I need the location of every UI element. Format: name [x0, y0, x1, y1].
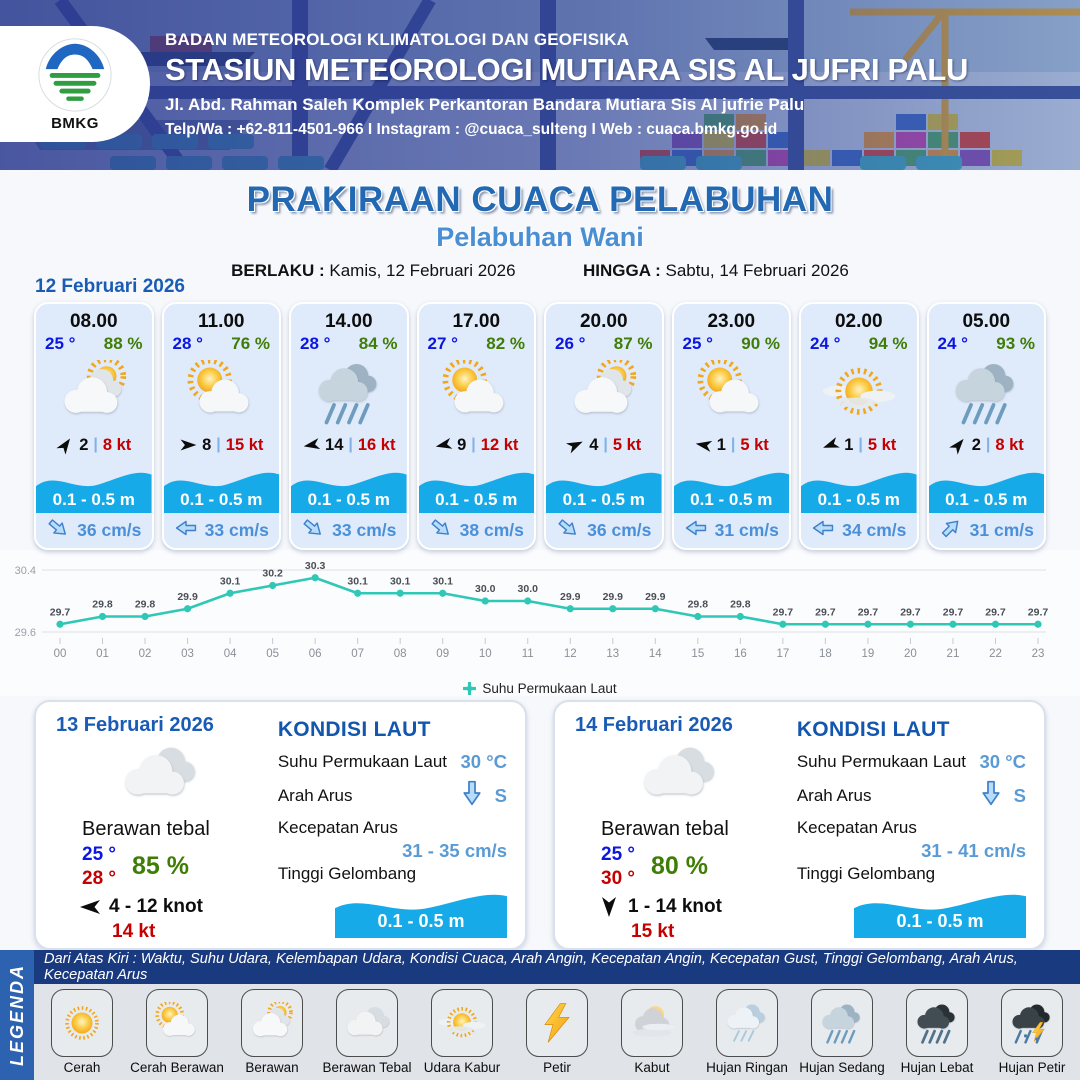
- current-direction-icon: [46, 519, 70, 542]
- gust-value: 5 kt: [867, 435, 897, 454]
- gust-value: 8 kt: [995, 435, 1024, 454]
- temperature-value: 27 °: [427, 334, 458, 353]
- daily-temp-min: 25 °: [601, 844, 636, 865]
- legend-icon-cerah: [51, 989, 113, 1057]
- sea-conditions-title: KONDISI LAUT: [277, 718, 431, 741]
- humidity-value: 87 %: [613, 334, 653, 353]
- legend-marker-icon: [463, 682, 476, 695]
- legend-item-label: Berawan: [245, 1060, 299, 1075]
- legend-icon-hujan-ringan: [716, 989, 778, 1057]
- wave-height-band: [929, 463, 1045, 513]
- svg-text:29.8: 29.8: [134, 598, 156, 611]
- daily-wind-range: 1 - 14 knot: [628, 895, 722, 917]
- forecast-time: 17.00: [452, 311, 501, 332]
- legend-section: [0, 950, 1080, 1080]
- legend-icon-udara-kabur: [431, 989, 493, 1057]
- wind-direction-icon: [949, 437, 968, 453]
- daily-humidity: 85 %: [132, 852, 189, 881]
- svg-text:00: 00: [53, 648, 67, 660]
- svg-text:29.7: 29.7: [942, 606, 964, 619]
- current-row: [801, 513, 917, 548]
- legend-item: [700, 989, 794, 1075]
- gust-separator: |: [603, 436, 608, 454]
- wind-row: [36, 432, 152, 459]
- current-speed-value: 38 cm/s: [459, 520, 524, 541]
- forecast-card: [927, 302, 1047, 550]
- current-direction-icon: [429, 519, 453, 542]
- wave-height-value: 0.1 - 0.5 m: [945, 490, 1028, 510]
- sst-chart-svg: [0, 552, 1080, 672]
- wind-direction-icon: [694, 437, 713, 453]
- wind-row: [164, 432, 280, 459]
- gust-separator: |: [985, 436, 991, 454]
- legend-item: [510, 989, 604, 1075]
- svg-text:29.7: 29.7: [815, 606, 836, 619]
- weather-icon: [36, 354, 152, 432]
- current-row: [546, 513, 662, 548]
- svg-text:29.7: 29.7: [772, 606, 794, 619]
- current-direction-icon: [811, 519, 835, 542]
- svg-text:29.7: 29.7: [857, 606, 879, 619]
- current-direction-icon: [684, 519, 708, 542]
- current-speed-label: Kecepatan Arus: [277, 818, 398, 837]
- forecast-time: 20.00: [579, 311, 628, 332]
- forecast-card: [289, 302, 409, 550]
- daily-temp-max: 28 °: [82, 867, 117, 889]
- daily-gust: 15 kt: [631, 920, 675, 942]
- humidity-value: 90 %: [741, 334, 780, 353]
- svg-text:02: 02: [138, 648, 152, 660]
- current-row: [674, 513, 790, 548]
- legend-item: [890, 989, 984, 1075]
- station-contact: Telp/Wa : +62-811-4501-966 I Instagram : @cuaca_sulteng I Web : cuaca.bmkg.go.id: [165, 121, 778, 138]
- wind-speed-value: 9: [457, 435, 467, 454]
- wind-speed-value: 2: [971, 435, 981, 454]
- current-direction-value: S: [1013, 784, 1026, 806]
- svg-text:09: 09: [436, 648, 450, 660]
- legend-item-label: Berawan Tebal: [322, 1060, 412, 1075]
- legend-icon-berawan-tebal: [336, 989, 398, 1057]
- legend-strip: [0, 950, 34, 1080]
- daily-date: 13 Februari 2026: [56, 714, 214, 736]
- daily-weather-icon: [634, 739, 720, 814]
- wave-height-value: 0.1 - 0.5 m: [562, 490, 645, 510]
- current-speed-label: Kecepatan Arus: [796, 818, 917, 837]
- svg-text:29.7: 29.7: [1027, 606, 1049, 619]
- humidity-value: 94 %: [868, 334, 908, 353]
- weather-icon: [419, 354, 535, 432]
- weather-icon: [801, 354, 917, 432]
- sst-value: 30 °C: [979, 751, 1026, 772]
- header-banner: [0, 0, 1080, 170]
- bmkg-logo-icon: [36, 36, 114, 114]
- legend-item-label: Petir: [543, 1060, 571, 1075]
- svg-text:10: 10: [478, 648, 492, 660]
- wind-speed-value: 4: [589, 435, 599, 454]
- forecast-day-date: 12 Februari 2026: [35, 276, 185, 297]
- daily-temp-min: 25 °: [82, 844, 117, 865]
- title-block: [0, 170, 1080, 298]
- daily-condition: Berawan tebal: [601, 818, 729, 840]
- current-speed-value: 33 cm/s: [332, 520, 397, 541]
- current-direction-icon: [174, 519, 198, 542]
- svg-text:06: 06: [308, 648, 322, 660]
- sst-chart: [0, 552, 1080, 677]
- wind-row: [929, 432, 1045, 459]
- berlaku-value: Kamis, 12 Februari 2026: [329, 261, 516, 280]
- legend-item-label: Hujan Lebat: [900, 1060, 974, 1075]
- svg-text:29.7: 29.7: [985, 606, 1006, 619]
- forecast-card: [799, 302, 919, 550]
- current-speed-value: 31 - 35 cm/s: [402, 840, 507, 861]
- current-direction-icon: [556, 519, 580, 542]
- current-direction-label: Arah Arus: [277, 785, 353, 805]
- humidity-value: 84 %: [358, 334, 398, 353]
- temperature-value: 26 °: [555, 334, 586, 353]
- legend-icon-petir: [526, 989, 588, 1057]
- forecast-time: 23.00: [707, 311, 756, 332]
- current-speed-value: 36 cm/s: [587, 520, 652, 541]
- weather-icon: [291, 354, 407, 432]
- legend-icon-cerah-berawan: [146, 989, 208, 1057]
- daily-date: 14 Februari 2026: [575, 714, 733, 736]
- sst-value: 30 °C: [460, 751, 507, 772]
- temperature-value: 28 °: [300, 334, 331, 353]
- svg-text:15: 15: [691, 648, 705, 660]
- svg-text:29.9: 29.9: [645, 590, 666, 603]
- gust-value: 5 kt: [612, 435, 642, 454]
- legend-item: [985, 989, 1079, 1075]
- svg-text:12: 12: [563, 648, 577, 660]
- wind-direction-icon: [56, 437, 75, 453]
- forecast-time: 11.00: [198, 311, 245, 332]
- svg-text:16: 16: [733, 648, 747, 660]
- humidity-value: 88 %: [103, 334, 143, 353]
- wind-speed-value: 8: [202, 435, 212, 454]
- svg-text:30.1: 30.1: [219, 575, 241, 588]
- weather-icon: [546, 354, 662, 432]
- current-row: [419, 513, 535, 548]
- wind-direction-icon: [434, 437, 453, 453]
- wave-height-band: [291, 463, 407, 513]
- station-name: STASIUN METEOROLOGI MUTIARA SIS AL JUFRI PALU: [165, 52, 968, 87]
- gust-separator: |: [858, 436, 863, 454]
- svg-text:30.1: 30.1: [347, 575, 368, 588]
- wave-height-box: [335, 886, 507, 938]
- svg-text:30.4: 30.4: [14, 565, 36, 577]
- forecast-time: 08.00: [69, 311, 118, 332]
- svg-text:17: 17: [776, 648, 790, 660]
- wave-height-value: 0.1 - 0.5 m: [180, 490, 263, 510]
- wind-speed-value: 1: [716, 435, 726, 454]
- wave-height-label: Tinggi Gelombang: [277, 864, 417, 883]
- svg-text:29.8: 29.8: [730, 598, 751, 611]
- forecast-card: [544, 302, 664, 550]
- weather-icon: [929, 354, 1045, 432]
- gust-value: 16 kt: [357, 435, 396, 454]
- temperature-value: 25 °: [45, 334, 76, 353]
- weather-icon: [674, 354, 790, 432]
- forecast-time: 14.00: [324, 311, 373, 332]
- legend-item: [225, 989, 319, 1075]
- svg-text:01: 01: [96, 648, 109, 660]
- legend-strip-label: LEGENDA: [6, 963, 27, 1066]
- svg-text:29.8: 29.8: [92, 598, 113, 611]
- sea-conditions-title: KONDISI LAUT: [796, 718, 950, 741]
- humidity-value: 76 %: [231, 334, 270, 353]
- wind-direction-icon: [302, 437, 321, 453]
- svg-text:30.0: 30.0: [474, 583, 496, 595]
- legend-header: Dari Atas Kiri : Waktu, Suhu Udara, Kelembapan Udara, Kondisi Cuaca, Arah Angin, Kecepatan Angin, Kecepatan Gust, Tinggi Gelombang, Arah Arus, Kecepatan Arus: [34, 950, 1080, 984]
- wave-height-value: 0.1 - 0.5 m: [896, 911, 984, 931]
- current-direction-icon: [458, 782, 486, 809]
- svg-text:30.0: 30.0: [517, 583, 538, 595]
- temperature-value: 25 °: [682, 334, 713, 353]
- daily-temp-max: 30 °: [601, 867, 636, 889]
- wave-height-value: 0.1 - 0.5 m: [435, 490, 518, 510]
- wave-height-value: 0.1 - 0.5 m: [52, 490, 135, 510]
- sst-chart-section: [0, 550, 1080, 696]
- wind-direction-icon: [78, 897, 102, 917]
- wave-height-label: Tinggi Gelombang: [796, 864, 936, 883]
- temperature-value: 24 °: [937, 334, 968, 353]
- svg-text:29.8: 29.8: [687, 598, 709, 611]
- wind-row: [674, 432, 790, 459]
- sst-label: Suhu Permukaan Laut: [796, 752, 967, 771]
- svg-text:30.2: 30.2: [262, 567, 283, 580]
- current-speed-value: 33 cm/s: [204, 520, 269, 541]
- svg-text:21: 21: [946, 648, 960, 660]
- current-direction-icon: [977, 782, 1005, 809]
- chart-series-name: Suhu Permukaan Laut: [482, 680, 617, 696]
- wind-speed-value: 1: [844, 435, 854, 454]
- svg-text:30.1: 30.1: [432, 575, 453, 588]
- daily-forecast-card: [553, 700, 1046, 950]
- legend-item-label: Hujan Ringan: [706, 1060, 788, 1075]
- bmkg-logo: [0, 26, 150, 142]
- current-direction-icon: [301, 519, 325, 542]
- svg-text:29.7: 29.7: [49, 606, 71, 619]
- forecast-card: [417, 302, 537, 550]
- page-title: PRAKIRAAN CUACA PELABUHAN: [246, 180, 834, 219]
- svg-text:30.3: 30.3: [304, 559, 326, 572]
- gust-value: 15 kt: [225, 435, 264, 454]
- daily-forecast-card: [34, 700, 527, 950]
- current-direction-icon: [939, 519, 963, 542]
- gust-value: 5 kt: [740, 435, 769, 454]
- gust-separator: |: [730, 436, 736, 454]
- current-speed-value: 31 - 41 cm/s: [921, 840, 1026, 861]
- current-row: [929, 513, 1045, 548]
- forecast-card: [34, 302, 154, 550]
- hingga-value: Sabtu, 14 Februari 2026: [665, 261, 849, 280]
- wind-speed-value: 2: [79, 435, 89, 454]
- svg-text:29.9: 29.9: [177, 590, 198, 603]
- current-row: [164, 513, 280, 548]
- sst-label: Suhu Permukaan Laut: [277, 752, 448, 771]
- legend-item: [320, 989, 414, 1075]
- wave-height-band: [419, 463, 535, 513]
- bmkg-logo-text: BMKG: [51, 115, 99, 132]
- daily-weather-icon: [115, 739, 201, 814]
- svg-text:03: 03: [181, 648, 194, 660]
- legend-item-label: Hujan Sedang: [799, 1060, 885, 1075]
- gust-separator: |: [216, 436, 221, 454]
- gust-separator: |: [471, 436, 476, 454]
- legend-item: [795, 989, 889, 1075]
- port-name: Pelabuhan Wani: [436, 222, 644, 252]
- legend-item: [130, 989, 224, 1075]
- current-speed-value: 31 cm/s: [714, 520, 779, 541]
- wind-row: [546, 432, 662, 459]
- svg-text:22: 22: [989, 648, 1002, 660]
- legend-icon-berawan: [241, 989, 303, 1057]
- wave-height-value: 0.1 - 0.5 m: [690, 490, 773, 510]
- wave-height-band: [546, 463, 662, 513]
- legend-item: [415, 989, 509, 1075]
- svg-text:29.6: 29.6: [14, 627, 36, 639]
- forecast-time: 02.00: [834, 311, 883, 332]
- wind-row: [801, 432, 917, 459]
- svg-text:14: 14: [648, 648, 662, 660]
- wind-direction-icon: [566, 437, 585, 453]
- legend-icon-hujan-lebat: [906, 989, 968, 1057]
- daily-cards-row: [0, 696, 1080, 950]
- gust-value: 8 kt: [102, 435, 132, 454]
- wave-height-band: [801, 463, 917, 513]
- current-speed-value: 31 cm/s: [969, 520, 1034, 541]
- current-speed-value: 34 cm/s: [842, 520, 907, 541]
- berlaku-label: BERLAKU :: [231, 261, 325, 280]
- svg-text:18: 18: [818, 648, 832, 660]
- legend-item: [605, 989, 699, 1075]
- hingga-label: HINGGA :: [583, 261, 661, 280]
- wave-height-value: 0.1 - 0.5 m: [377, 911, 465, 931]
- forecast-time: 05.00: [962, 311, 1011, 332]
- wave-height-box: [854, 886, 1026, 938]
- current-direction-label: Arah Arus: [796, 785, 872, 805]
- legend-item-label: Cerah Berawan: [130, 1060, 224, 1075]
- legend-icon-hujan-petir: [1001, 989, 1063, 1057]
- forecast-card: [162, 302, 282, 550]
- wind-row: [419, 432, 535, 459]
- forecast-card: [672, 302, 792, 550]
- legend-item-label: Kabut: [634, 1060, 670, 1075]
- humidity-value: 93 %: [996, 334, 1035, 353]
- svg-text:07: 07: [351, 648, 365, 660]
- svg-text:20: 20: [904, 648, 917, 660]
- agency-name: BADAN METEOROLOGI KLIMATOLOGI DAN GEOFISIKA: [165, 30, 630, 49]
- wind-direction-icon: [821, 437, 840, 453]
- gust-separator: |: [93, 436, 98, 454]
- legend-item-label: Hujan Petir: [998, 1060, 1066, 1075]
- svg-text:29.7: 29.7: [900, 606, 921, 619]
- legend-item-label: Cerah: [63, 1060, 101, 1075]
- legend-icon-hujan-sedang: [811, 989, 873, 1057]
- daily-wind-range: 4 - 12 knot: [109, 895, 203, 917]
- current-row: [291, 513, 407, 548]
- current-row: [36, 513, 152, 548]
- gust-value: 12 kt: [480, 435, 519, 454]
- legend-items: [34, 984, 1080, 1080]
- daily-gust: 14 kt: [112, 920, 156, 942]
- svg-text:30.1: 30.1: [389, 575, 411, 588]
- gust-separator: |: [348, 436, 353, 454]
- current-speed-value: 36 cm/s: [77, 520, 142, 541]
- svg-text:19: 19: [861, 648, 875, 660]
- temperature-value: 24 °: [810, 334, 841, 353]
- daily-humidity: 80 %: [651, 852, 708, 881]
- forecast-cards-row: [0, 298, 1080, 550]
- current-direction-value: S: [494, 784, 507, 806]
- wind-direction-icon: [597, 897, 621, 917]
- weather-icon: [164, 354, 280, 432]
- wind-speed-value: 14: [325, 435, 344, 454]
- legend-item: [35, 989, 129, 1075]
- svg-text:29.9: 29.9: [602, 590, 624, 603]
- wave-height-band: [164, 463, 280, 513]
- wave-height-band: [36, 463, 152, 513]
- legend-item-label: Udara Kabur: [423, 1060, 501, 1075]
- wind-direction-icon: [179, 437, 198, 453]
- legend-icon-kabut: [621, 989, 683, 1057]
- wind-row: [291, 432, 407, 459]
- wave-height-value: 0.1 - 0.5 m: [817, 490, 900, 510]
- svg-text:08: 08: [393, 648, 407, 660]
- wave-height-band: [674, 463, 790, 513]
- daily-condition: Berawan tebal: [82, 818, 210, 840]
- svg-text:29.9: 29.9: [560, 590, 581, 603]
- humidity-value: 82 %: [486, 334, 525, 353]
- svg-text:13: 13: [606, 648, 620, 660]
- svg-text:04: 04: [223, 648, 237, 660]
- svg-text:05: 05: [266, 648, 280, 660]
- svg-text:11: 11: [521, 648, 534, 660]
- svg-text:23: 23: [1031, 648, 1045, 660]
- temperature-value: 28 °: [172, 334, 203, 353]
- wave-height-value: 0.1 - 0.5 m: [307, 490, 390, 510]
- station-address: Jl. Abd. Rahman Saleh Komplek Perkantoran Bandara Mutiara Sis Al jufrie Palu: [165, 95, 805, 114]
